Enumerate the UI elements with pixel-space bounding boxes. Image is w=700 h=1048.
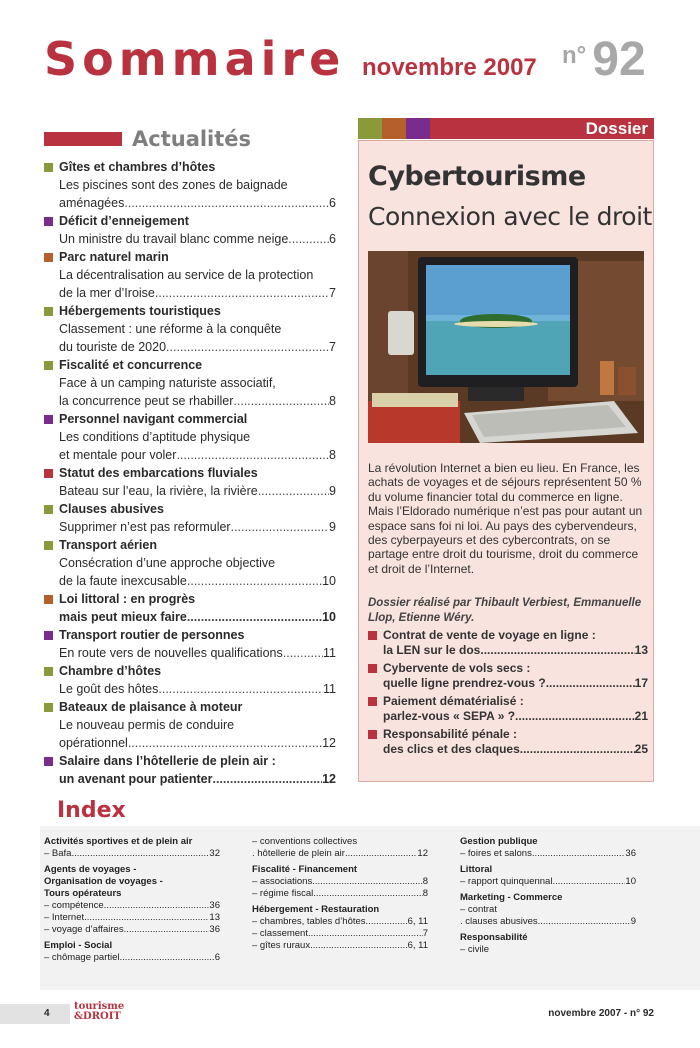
toc-item[interactable] (44, 158, 336, 212)
index-entry-text: – classement (252, 928, 308, 939)
bullet-square-icon (44, 757, 53, 766)
actualites-title: Actualités (132, 127, 252, 151)
dossier-item[interactable] (368, 661, 648, 691)
index-heading: Tours opérateurs (44, 888, 122, 899)
index-entry-text: – Bafa (44, 848, 72, 859)
index-heading: Organisation de voyages - (44, 876, 163, 887)
toc-line-text: aménagées (59, 196, 125, 210)
toc-item-head (44, 536, 336, 554)
bullet-square-icon (368, 631, 377, 640)
toc-line-text: Le goût des hôtes (59, 682, 159, 696)
toc-line-text: de la mer d’Iroise (59, 286, 155, 300)
toc-item-line (44, 644, 336, 662)
leader-dots (313, 888, 422, 900)
index-heading: Fiscalité - Financement (252, 864, 358, 875)
leader-dots (538, 916, 631, 928)
toc-line-text: Face à un camping naturiste associatif, (59, 376, 276, 390)
bullet-square-icon (44, 631, 53, 640)
dossier-item-subtitle: des clics et des claques (383, 742, 520, 756)
toc-line-text: Bateau sur l’eau, la rivière, la rivière (59, 484, 258, 498)
dossier-list (368, 628, 648, 760)
dossier-tab-color-block (406, 118, 430, 139)
bullet-square-icon (44, 667, 53, 676)
dossier-item[interactable] (368, 694, 648, 724)
index-entry (44, 924, 220, 936)
toc-item-line (44, 374, 336, 392)
bullet-square-icon (368, 730, 377, 739)
toc-item-line (44, 680, 336, 698)
toc-leader-dots (158, 680, 323, 698)
toc-item[interactable] (44, 500, 336, 536)
toc-leader-dots (258, 482, 329, 500)
index-entry (252, 940, 428, 952)
leader-dots (124, 924, 210, 936)
leader-dots (546, 676, 635, 691)
dossier-item-line (368, 742, 648, 757)
toc-leader-dots (166, 338, 329, 356)
index-entry-text: – régime fiscal (252, 888, 314, 899)
index-entry-text: – rapport quinquennal (460, 876, 553, 887)
dossier-tabs (358, 118, 654, 139)
leader-dots (312, 876, 423, 888)
toc-leader-dots (176, 446, 329, 464)
index-entry-text: – voyage d’affaires (44, 924, 124, 935)
toc-page-number: 7 (329, 340, 336, 354)
toc-page-number: 7 (329, 286, 336, 300)
index-page-number: 12 (417, 848, 428, 859)
leader-dots (345, 848, 417, 860)
toc-leader-dots (213, 770, 323, 788)
toc-item[interactable] (44, 212, 336, 248)
toc-item-line (44, 572, 336, 590)
index-entry (44, 912, 220, 924)
toc-leader-dots (288, 230, 329, 248)
toc-item-head (44, 158, 336, 176)
toc-page-number: 6 (329, 232, 336, 246)
toc-item-title: Transport routier de personnes (59, 628, 245, 642)
index-heading: Emploi - Social (44, 940, 113, 951)
toc-item-line (44, 446, 336, 464)
footer-issue: novembre 2007 - n° 92 (548, 1008, 654, 1019)
leader-dots (84, 912, 209, 924)
index-entry (252, 888, 428, 900)
toc-leader-dots (124, 194, 329, 212)
dossier-title: Cybertourisme (368, 161, 586, 192)
leader-dots (310, 940, 407, 952)
toc-page-number: 10 (322, 610, 336, 624)
toc-item-head (44, 410, 336, 428)
actualites-bar (44, 132, 122, 146)
toc-leader-dots (128, 734, 322, 752)
bullet-square-icon (44, 253, 53, 262)
dossier-page-number: 17 (634, 676, 648, 690)
index-page-number: 36 (209, 924, 220, 935)
toc-item-title: Hébergements touristiques (59, 304, 221, 318)
index-page-number: 8 (422, 876, 428, 887)
index-entry-text: – gîtes ruraux (252, 940, 311, 951)
toc-line-text: du touriste de 2020 (59, 340, 167, 354)
index-entry-text: . hôtellerie de plein air (252, 848, 345, 859)
index-heading: Activités sportives et de plein air (44, 836, 193, 847)
bullet-square-icon (44, 505, 53, 514)
bullet-square-icon (44, 541, 53, 550)
toc-line-text: la concurrence peut se rhabiller (59, 394, 234, 408)
index-page-number: 6, 11 (407, 916, 428, 927)
toc-item[interactable] (44, 302, 336, 356)
dossier-authors: Dossier réalisé par Thibault Verbiest, Emmanuelle Llop, Etienne Wéry. (368, 597, 642, 624)
computer-photo-image (368, 251, 644, 443)
toc-item-head (44, 752, 336, 770)
page-number-box (0, 1004, 70, 1024)
index-page-number: 7 (422, 928, 428, 939)
dossier-item-head (368, 628, 648, 643)
toc-item[interactable] (44, 248, 336, 302)
issue-month: novembre 2007 (362, 54, 537, 81)
index-entry (252, 876, 428, 888)
toc-page-number: 8 (329, 448, 336, 462)
toc-item-line (44, 338, 336, 356)
toc-item-head (44, 302, 336, 320)
toc-item-head (44, 698, 336, 716)
toc-page-number: 9 (329, 484, 336, 498)
toc-item-line (44, 770, 336, 788)
index-page-number: 6, 11 (407, 940, 428, 951)
toc-item-title: Déficit d’enneigement (59, 214, 189, 228)
index-page-number: 13 (209, 912, 220, 923)
toc-item[interactable] (44, 590, 336, 626)
index-entry-text: – chômage partiel (44, 952, 120, 963)
toc-item[interactable] (44, 662, 336, 698)
tourisme-droit-logo (74, 1002, 124, 1022)
leader-dots (532, 848, 626, 860)
index-entry (252, 928, 428, 940)
toc-item-title: Clauses abusives (59, 502, 164, 516)
bullet-square-icon (44, 469, 53, 478)
toc-item-title: Salaire dans l’hôtellerie de plein air : (59, 754, 276, 768)
toc-item-title: Personnel navigant commercial (59, 412, 248, 426)
toc-item[interactable] (44, 698, 336, 752)
index-page-number: 6 (214, 952, 220, 963)
dossier-item-line (368, 676, 648, 691)
toc-item-title: Gîtes et chambres d’hôtes (59, 160, 216, 174)
index-entry: – conventions collectives (252, 836, 358, 847)
toc-item-line (44, 554, 336, 572)
index-column-2 (252, 836, 428, 952)
index-entry (460, 916, 636, 928)
toc-line-text: mais peut mieux faire (59, 610, 187, 624)
toc-item-title: Statut des embarcations fluviales (59, 466, 258, 480)
index-page-number: 10 (625, 876, 636, 887)
toc-item-title: Transport aérien (59, 538, 157, 552)
toc-line-text: Le nouveau permis de conduire (59, 718, 235, 732)
leader-dots (71, 848, 209, 860)
bullet-square-icon (44, 703, 53, 712)
index-page-number: 36 (625, 848, 636, 859)
toc-leader-dots (187, 608, 322, 626)
toc-line-text: opérationnel (59, 736, 128, 750)
toc-item-line (44, 482, 336, 500)
logo-amp: & (74, 1011, 84, 1022)
issue-number-prefix: n° (562, 42, 587, 69)
dossier-tab[interactable]: Dossier (430, 118, 654, 139)
leader-dots (308, 928, 423, 940)
toc-item[interactable] (44, 356, 336, 410)
index-entry (44, 848, 220, 860)
index-entry (252, 916, 428, 928)
index-entry-text: – associations (252, 876, 313, 887)
dossier-item-title: Paiement dématérialisé : (383, 694, 524, 708)
toc-item-line (44, 176, 336, 194)
toc-line-text: Consécration d’une approche objective (59, 556, 276, 570)
logo-bottom: DROIT (83, 1011, 121, 1022)
dossier-tab-color-block (358, 118, 382, 139)
toc-item-line (44, 266, 336, 284)
leader-dots (366, 916, 408, 928)
toc-leader-dots (187, 572, 322, 590)
toc-line-text: Les piscines sont des zones de baignade (59, 178, 288, 192)
index-column-1 (44, 836, 220, 964)
dossier-item-subtitle: quelle ligne prendrez-vous ? (383, 676, 546, 690)
index-entry-text: – Internet (44, 912, 85, 923)
issue-number (562, 32, 646, 87)
index-title: Index (57, 798, 126, 823)
toc-page-number: 8 (329, 394, 336, 408)
dossier-page-number: 21 (634, 709, 648, 723)
dossier-tab-color-block (382, 118, 406, 139)
dossier-intro: La révolution Internet a bien eu lieu. En France, les achats de voyages et de séjours représentent 50 % du volume financier total du commerce en ligne. Mais l’Eldorado numérique n’est pas pour autant un espace sans foi ni loi. Au pays des cybervendeurs, des cyberpayeurs et des cybercontrats, on se partage entre droit du tourisme, droit du commerce et droit de l’Internet. (368, 461, 643, 576)
toc-line-text: Supprimer n’est pas reformuler (59, 520, 231, 534)
toc-line-text: et mentale pour voler (59, 448, 177, 462)
toc-item-title: Fiscalité et concurrence (59, 358, 203, 372)
toc-item-line (44, 734, 336, 752)
bullet-square-icon (368, 697, 377, 706)
leader-dots (515, 709, 635, 724)
index-entry-text: – compétence (44, 900, 104, 911)
index-heading: Marketing - Commerce (460, 892, 563, 903)
index-page-number: 32 (209, 848, 220, 859)
dossier-page-number: 13 (634, 643, 648, 657)
toc-item-line (44, 518, 336, 536)
toc-page-number: 9 (329, 520, 336, 534)
bullet-square-icon (44, 307, 53, 316)
toc-item-title: Chambre d’hôtes (59, 664, 162, 678)
actualites-list (44, 158, 336, 788)
leader-dots (104, 900, 210, 912)
toc-item-head (44, 464, 336, 482)
toc-leader-dots (155, 284, 329, 302)
index-heading: Agents de voyages - (44, 864, 137, 875)
bullet-square-icon (44, 595, 53, 604)
toc-item-head (44, 590, 336, 608)
dossier-item-subtitle: la LEN sur le dos (383, 643, 481, 657)
toc-item[interactable] (44, 752, 336, 788)
toc-item-head (44, 248, 336, 266)
index-entry-text: – foires et salons (460, 848, 532, 859)
toc-item-line (44, 716, 336, 734)
leader-dots (480, 643, 634, 658)
toc-item-line (44, 608, 336, 626)
bullet-square-icon (44, 217, 53, 226)
toc-page-number: 11 (323, 646, 336, 660)
toc-item[interactable] (44, 626, 336, 662)
index-entry (460, 876, 636, 888)
toc-item[interactable] (44, 536, 336, 590)
toc-leader-dots (233, 392, 329, 410)
dossier-subtitle: Connexion avec le droit (368, 202, 652, 231)
toc-line-text: Les conditions d’aptitude physique (59, 430, 251, 444)
index-heading: Hébergement - Restauration (252, 904, 380, 915)
toc-item-line (44, 230, 336, 248)
toc-item-line (44, 320, 336, 338)
index-page-number: 9 (630, 916, 636, 927)
index-entry (252, 848, 428, 860)
toc-line-text: La décentralisation au service de la protection (59, 268, 314, 282)
dossier-item[interactable] (368, 727, 648, 757)
page-number: 4 (44, 1008, 50, 1019)
index-heading: Gestion publique (460, 836, 538, 847)
toc-item-title: Parc naturel marin (59, 250, 169, 264)
dossier-item-subtitle: parlez-vous « SEPA » ? (383, 709, 516, 723)
index-column-3 (460, 836, 636, 956)
dossier-photo (368, 251, 644, 443)
page-footer (0, 1000, 700, 1028)
dossier-item-title: Cybervente de vols secs : (383, 661, 531, 675)
index-heading: Littoral (460, 864, 493, 875)
leader-dots (520, 742, 635, 757)
dossier-item-line (368, 709, 648, 724)
dossier-item-head (368, 661, 648, 676)
toc-item-head (44, 626, 336, 644)
toc-item-line (44, 392, 336, 410)
issue-number-value: 92 (592, 33, 646, 86)
toc-item-title: Bateaux de plaisance à moteur (59, 700, 243, 714)
page-header (44, 30, 664, 90)
leader-dots (552, 876, 625, 888)
dossier-item-title: Contrat de vente de voyage en ligne : (383, 628, 596, 642)
toc-item-title: Loi littoral : en progrès (59, 592, 196, 606)
dossier-item-head (368, 727, 648, 742)
toc-leader-dots (231, 518, 329, 536)
bullet-square-icon (44, 163, 53, 172)
toc-line-text: Classement : une réforme à la conquête (59, 322, 282, 336)
index-entry-text: . clauses abusives (460, 916, 538, 927)
toc-line-text: Un ministre du travail blanc comme neige (59, 232, 289, 246)
toc-page-number: 10 (322, 574, 336, 588)
leader-dots (120, 952, 215, 964)
index-entry (460, 848, 636, 860)
toc-item-line (44, 284, 336, 302)
toc-item-head (44, 500, 336, 518)
index-entry (44, 952, 220, 964)
dossier-item[interactable] (368, 628, 648, 658)
index-entry: – civile (460, 944, 490, 955)
bullet-square-icon (44, 361, 53, 370)
bullet-square-icon (368, 664, 377, 673)
index-entry: – contrat (460, 904, 497, 915)
index-page-number: 36 (209, 900, 220, 911)
toc-page-number: 12 (322, 772, 336, 786)
logo-top: tourisme (74, 1001, 125, 1012)
toc-item[interactable] (44, 464, 336, 500)
toc-line-text: En route vers de nouvelles qualifications (59, 646, 283, 660)
toc-page-number: 11 (323, 682, 336, 696)
toc-item[interactable] (44, 410, 336, 464)
toc-line-text: un avenant pour patienter (59, 772, 213, 786)
index-heading: Responsabilité (460, 932, 528, 943)
toc-item-head (44, 662, 336, 680)
toc-page-number: 12 (322, 736, 336, 750)
index-page-number: 8 (422, 888, 428, 899)
bullet-square-icon (44, 415, 53, 424)
dossier-item-head (368, 694, 648, 709)
dossier-item-line (368, 643, 648, 658)
toc-leader-dots (283, 644, 323, 662)
dossier-item-title: Responsabilité pénale : (383, 727, 518, 741)
dossier-page-number: 25 (634, 742, 648, 756)
index-entry-text: – chambres, tables d’hôtes (252, 916, 366, 927)
toc-item-line (44, 194, 336, 212)
page-title: Sommaire (44, 32, 346, 86)
index-entry (44, 900, 220, 912)
toc-item-head (44, 212, 336, 230)
toc-line-text: de la faute inexcusable (59, 574, 187, 588)
toc-item-line (44, 428, 336, 446)
toc-page-number: 6 (329, 196, 336, 210)
toc-item-head (44, 356, 336, 374)
